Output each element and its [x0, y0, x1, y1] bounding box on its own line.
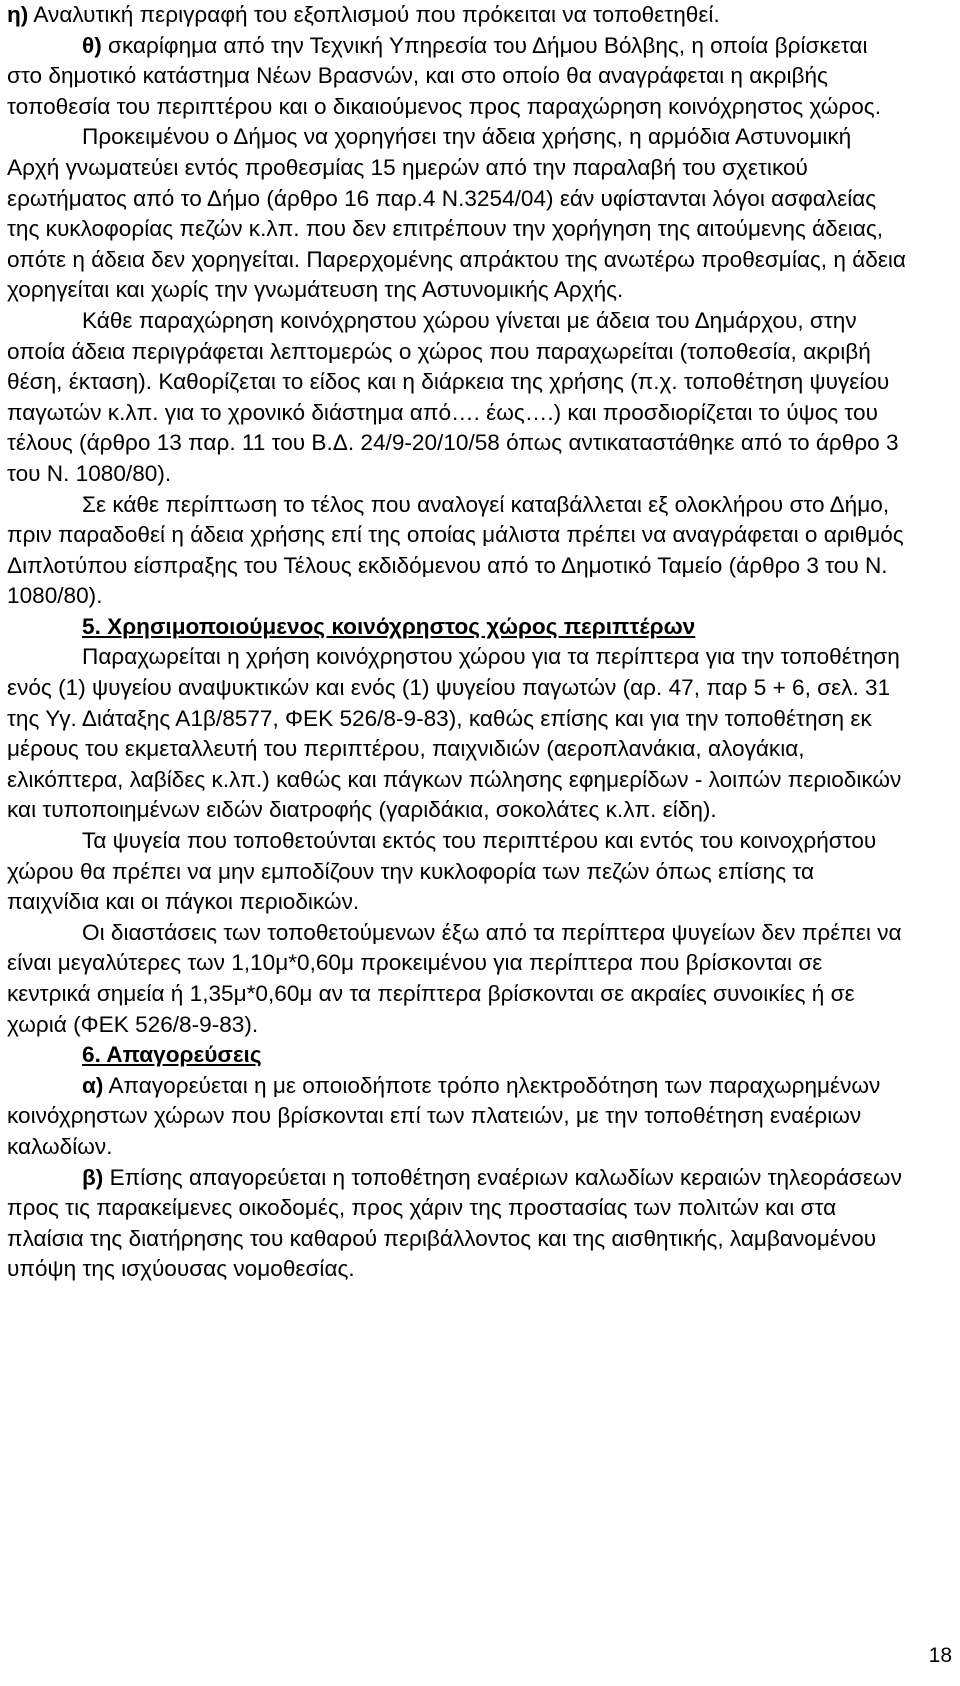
- item-text-theta: σκαρίφημα από την Τεχνική Υπηρεσία του Δήμου Βόλβης, η οποία βρίσκεται στο δημοτικό κατάστημα Νέων Βρασνών, και στο οποίο θα αναγράφεται η ακριβής τοποθεσία του περιπτέρου και ο δικαιούμενος προς παραχώρηση κοινόχρηστος χώρος.: [7, 32, 881, 119]
- section-6-item-a: [7, 1071, 907, 1163]
- item-label-a: α): [82, 1072, 104, 1098]
- page-number: 18: [928, 1644, 952, 1667]
- section-6-title: 6. Απαγορεύσεις: [82, 1042, 262, 1068]
- paragraph-police-authority: Προκειμένου ο Δήμος να χορηγήσει την άδεια χρήσης, η αρμόδια Αστυνομική Αρχή γνωματεύει εντός προθεσμίας 15 ημερών από την παραλαβή του σχετικού ερωτήματος από το Δήμο (άρθρο 16 παρ.4 Ν.3254/04) εάν υφίστανται λόγοι ασφαλείας της κυκλοφορίας πεζών κ.λπ. που δεν επιτρέπουν την χορήγηση της αιτούμενης άδειας, οπότε η άδεια δεν χορηγείται. Παρερχομένης απράκτου της ανωτέρω προθεσμίας, η άδεια χορηγείται και χωρίς την γνωμάτευση της Αστυνομικής Αρχής.: [7, 124, 906, 303]
- document-body: [7, 0, 907, 1285]
- paragraph-fee-payment: Σε κάθε περίπτωση το τέλος που αναλογεί καταβάλλεται εξ ολοκλήρου στο Δήμο, πριν παραδοθεί η άδεια χρήσης επί της οποίας μάλιστα πρέπει να αναγράφεται ο αριθμός Διπλοτύπου είσπραξης του Τέλους εκδιδόμενου από το Δημοτικό Ταμείο (άρθρο 3 του Ν. 1080/80).: [7, 491, 904, 609]
- section-5-title: 5. Χρησιμοποιούμενος κοινόχρηστος χώρος περιπτέρων: [82, 613, 696, 639]
- item-text-b: Επίσης απαγορεύεται η τοποθέτηση εναέριων καλωδίων κεραιών τηλεοράσεων προς τις παρακείμενες οικοδομές, προς χάριν της προστασίας των πολιτών και στα πλαίσια της διατήρησης του καθαρού περιβάλλοντος και της αισθητικής, λαμβανομένου υπόψη της ισχύουσας νομοθεσίας.: [7, 1164, 902, 1282]
- section-6-item-b: [7, 1163, 907, 1285]
- section-5-paragraph-3: Οι διαστάσεις των τοποθετούμενων έξω από τα περίπτερα ψυγείων δεν πρέπει να είναι μεγαλύτερες των 1,10μ*0,60μ προκειμένου για περίπτερα που βρίσκονται σε κεντρικά σημεία ή 1,35μ*0,60μ αν τα περίπτερα βρίσκονται σε ακραίες συνοικίες ή σε χωριά (ΦΕΚ 526/8-9-83).: [7, 919, 902, 1037]
- section-5-heading: [7, 612, 907, 643]
- paragraph-mayor-permit: Κάθε παραχώρηση κοινόχρηστου χώρου γίνεται με άδεια του Δημάρχου, στην οποία άδεια περιγράφεται λεπτομερώς ο χώρος που παραχωρείται (τοποθεσία, ακριβή θέση, έκταση). Καθορίζεται το είδος και η διάρκεια της χρήσης (π.χ. τοποθέτηση ψυγείου παγωτών κ.λπ. για το χρονικό διάστημα από…. έως….) και προσδιορίζεται το ύψος του τέλους (άρθρο 13 παρ. 11 του Β.Δ. 24/9-20/10/58 όπως αντικαταστάθηκε από το άρθρο 3 του Ν. 1080/80).: [7, 307, 899, 486]
- paragraph-eta: [7, 0, 907, 31]
- item-text-a: Απαγορεύεται η με οποιοδήποτε τρόπο ηλεκτροδότηση των παραχωρημένων κοινόχρηστων χώρων που βρίσκονται επί των πλατειών, με την τοποθέτηση εναέριων καλωδίων.: [7, 1072, 881, 1159]
- paragraph-theta: [7, 31, 907, 123]
- section-6-heading: [7, 1040, 907, 1071]
- item-text-eta: Αναλυτική περιγραφή του εξοπλισμού που πρόκειται να τοποθετηθεί.: [28, 2, 720, 27]
- item-label-eta: η): [7, 2, 29, 27]
- section-5-paragraph-1: Παραχωρείται η χρήση κοινόχρηστου χώρου για τα περίπτερα για την τοποθέτηση ενός (1) ψυγείου αναψυκτικών και ενός (1) ψυγείου παγωτών (αρ. 47, παρ 5 + 6, σελ. 31 της Υγ. Διάταξης Α1β/8577, ΦΕΚ 526/8-9-83), καθώς επίσης και για την τοποθέτηση εκ μέρους του εκμεταλλευτή του περιπτέρου, παιχνιδιών (αεροπλανάκια, αλογάκια, ελικόπτερα, λαβίδες κ.λπ.) καθώς και πάγκων πώλησης εφημερίδων - λοιπών περιοδικών και τυποποιημένων ειδών διατροφής (γαριδάκια, σοκολάτες κ.λπ. είδη).: [7, 644, 902, 823]
- item-label-theta: θ): [82, 32, 102, 58]
- item-label-b: β): [82, 1164, 104, 1190]
- section-5-paragraph-2: Τα ψυγεία που τοποθετούνται εκτός του περιπτέρου και εντός του κοινοχρήστου χώρου θα πρέπει να μην εμποδίζουν την κυκλοφορία των πεζών όπως επίσης τα παιχνίδια και οι πάγκοι περιοδικών.: [7, 828, 877, 915]
